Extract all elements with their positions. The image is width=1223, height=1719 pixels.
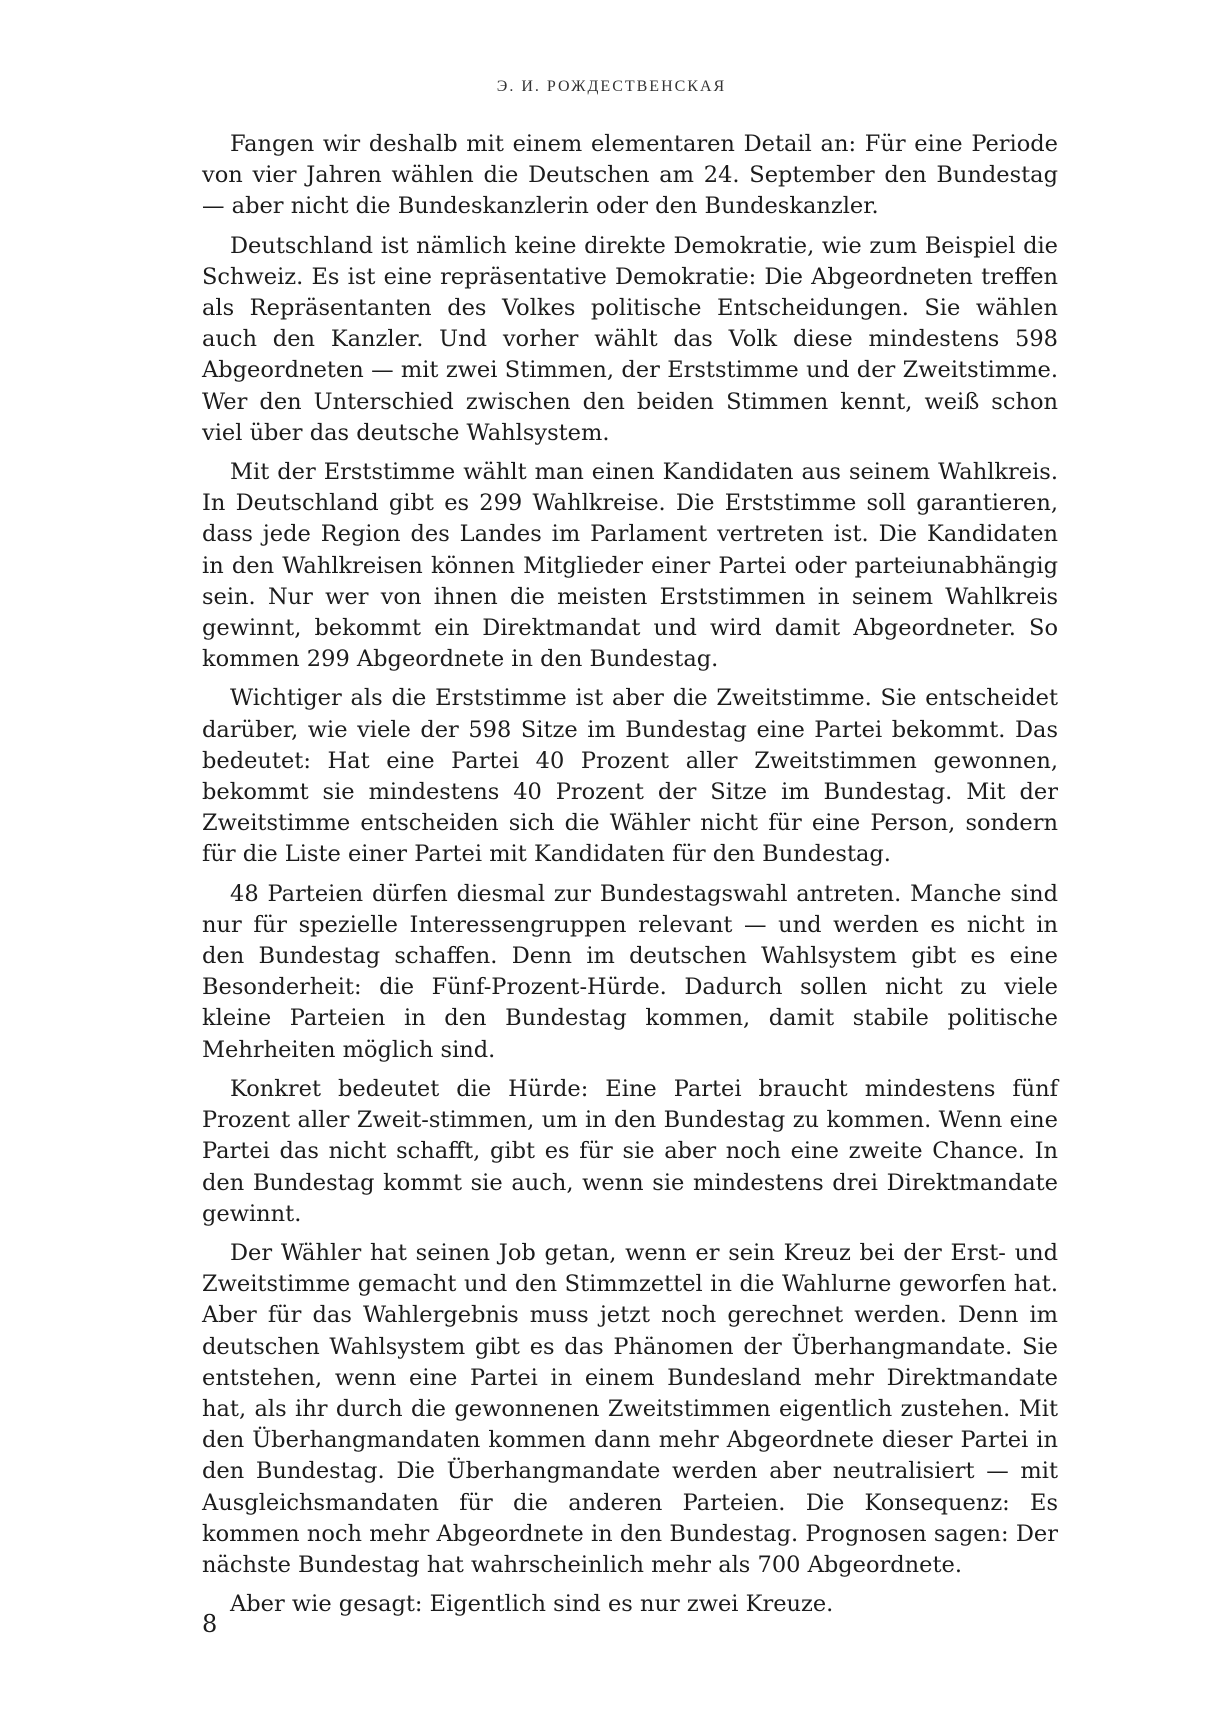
body-text (202, 129, 1058, 1628)
paragraph: Der Wähler hat seinen Job getan, wenn er sein Kreuz bei der Erst- und Zweitstimme gemacht und den Stimmzettel in die Wahlurne geworfen hat. Aber für das Wahlergebnis muss jetzt noch gerechnet werden. Denn im deutschen Wahlsystem gibt es das Phänomen der Überhangmandate. Sie entstehen, wenn eine Partei in einem Bundesland mehr Direktmandate hat, als ihr durch die gewonnenen Zweitstimmen eigentlich zustehen. Mit den Überhangmandaten kommen dann mehr Abgeordnete dieser Partei in den Bundestag. Die Überhangmandate werden aber neutralisiert — mit Ausgleichsmandaten für die anderen Parteien. Die Konsequenz: Es kommen noch mehr Abgeordnete in den Bundestag. Prognosen sagen: Der nächste Bundestag hat wahrscheinlich mehr als 700 Abgeordnete. (202, 1239, 1058, 1578)
paragraph: Aber wie gesagt: Eigentlich sind es nur zwei Kreuze. (230, 1591, 834, 1618)
paragraph: Wichtiger als die Erststimme ist aber die Zweitstimme. Sie entscheidet darüber, wie viele der 598 Sitze im Bundestag eine Partei bekommt. Das bedeutet: Hat eine Partei 40 Prozent aller Zweitstimmen gewonnen, bekommt sie mindestens 40 Prozent der Sitze im Bundestag. Mit der Zweitstimme entscheiden sich die Wähler nicht für eine Person, sondern für die Liste einer Partei mit Kandidaten für den Bundestag. (202, 685, 1058, 868)
running-head: Э. И. РОЖДЕСТВЕНСКАЯ (496, 78, 727, 95)
page-number: 8 (202, 1610, 218, 1638)
paragraph: 48 Parteien dürfen diesmal zur Bundestagswahl antreten. Manche sind nur für spezielle Interessengruppen relevant — und werden es nicht in den Bundestag schaffen. Denn im deutschen Wahlsystem gibt es eine Besonderheit: die Fünf-Prozent-Hürde. Dadurch sollen nicht zu viele kleine Parteien in den Bundestag kommen, damit stabile politische Mehrheiten möglich sind. (202, 880, 1058, 1063)
paragraph: Fangen wir deshalb mit einem elementaren Detail an: Für eine Periode von vier Jahren wählen die Deutschen am 24. September den Bundestag — aber nicht die Bundeskanzlerin oder den Bundeskanzler. (202, 131, 1058, 220)
paragraph: Deutschland ist nämlich keine direkte Demokratie, wie zum Beispiel die Schweiz. Es ist eine repräsentative Demokratie: Die Abgeordneten treffen als Repräsentanten des Volkes politische Entscheidungen. Sie wählen auch den Kanzler. Und vorher wählt das Volk diese mindestens 598 Abgeordneten — mit zwei Stimmen, der Erststimme und der Zweitstimme. Wer den Unterschied zwischen den beiden Stimmen kennt, weiß schon viel über das deutsche Wahlsystem. (202, 232, 1058, 446)
paragraph: Konkret bedeutet die Hürde: Eine Partei braucht mindestens fünf Prozent aller Zweit-stimmen, um in den Bundestag zu kommen. Wenn eine Partei das nicht schafft, gibt es für sie aber noch eine zweite Chance. In den Bundestag kommt sie auch, wenn sie mindestens drei Direktmandate gewinnt. (202, 1075, 1058, 1227)
paragraph: Mit der Erststimme wählt man einen Kandidaten aus seinem Wahlkreis. In Deutschland gibt es 299 Wahlkreise. Die Erststimme soll garantieren, dass jede Region des Landes im Parlament vertreten ist. Die Kandidaten in den Wahlkreisen können Mitglieder einer Partei oder parteiunabhängig sein. Nur wer von ihnen die meisten Erststimmen in seinem Wahlkreis gewinnt, bekommt ein Direktmandat und wird damit Abgeordneter. So kommen 299 Abgeordnete in den Bundestag. (202, 459, 1058, 673)
